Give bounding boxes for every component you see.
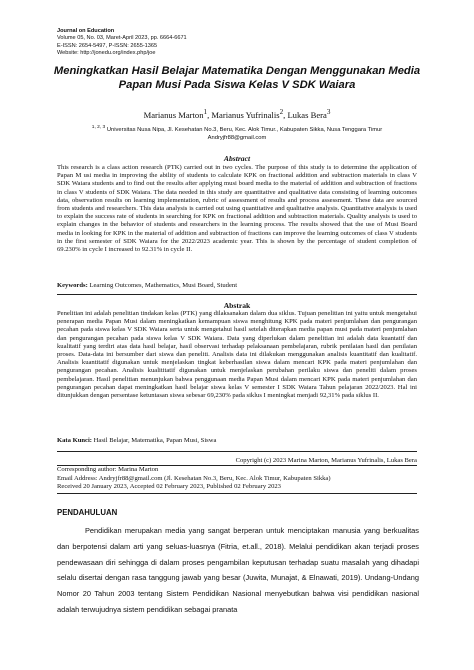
corresponding-author: Corresponding author: Marina Marton (57, 466, 159, 473)
author-sup: 1 (203, 108, 208, 116)
journal-header (57, 28, 437, 58)
corresponding-email: Email Address: Andryjfr88@gmail.com (Jl. Kesehatan No.3, Beru, Kec. Alok Timur, Kabupaten Sikka) (57, 474, 331, 482)
keywords-value: Learning Outcomes, Mathematics, Musi Board, Student (89, 282, 238, 289)
divider (57, 451, 417, 452)
abstrak-keywords (57, 437, 417, 445)
journal-issn: E-ISSN: 2654-5497, P-ISSN: 2655-1365 (57, 42, 158, 49)
journal-name: Journal on Education (57, 28, 115, 34)
kata-kunci-label: Kata Kunci: (57, 437, 92, 444)
abstrak-heading: Abstrak (223, 301, 251, 310)
divider (57, 294, 417, 295)
section-heading-introduction: PENDAHULUAN (57, 508, 118, 517)
journal-volume: Volume 05, No. 03, Maret-April 2023, pp. 6664-6671 (57, 35, 187, 42)
affiliation-text: Universitas Nusa Nipa, Jl. Kesehatan No.3, Beru, Kec. Alok Timur., Kabupaten Sikka, Nusa Tenggara Timur (106, 126, 383, 133)
author-email[interactable]: Andryjfr88@gmail.com (207, 134, 267, 141)
paper-title (50, 65, 424, 92)
kata-kunci-value: Hasil Belajar, Matematika, Papan Musi, Siswa (93, 437, 217, 444)
author-sup: 2 (279, 108, 284, 116)
article-dates: Received 20 January 2023, Accepted 02 February 2023, Published 02 February 2023 (57, 483, 281, 491)
title-line-2: Papan Musi Pada Siswa Kelas V SDK Waiara (118, 78, 356, 91)
author-sup: 3 (326, 108, 331, 116)
correspondence-block (57, 466, 417, 492)
affiliation-sup: 1, 2, 3 (91, 125, 106, 130)
introduction-text: Pendidikan merupakan media yang sangat berperan untuk menciptakan manusia yang berkualitas dan berpotensi dalam arti yang seluas-luasnya (Fitria, et.all., 2018). Melalui pendidikan akan terjadi proses pendewasaan diri sehingga di dalam proses pengambilan keputusan terhadap suatu masalah yang dihadapi selalu disertai dengan rasa tanggung jawab yang besar (Juwita, Munajat, & Elnawati, 2019). Undang-Undang Nomor 20 Tahun 2003 tentang Sistem Pendidikan Nasional menyebutkan bahwa visi pendidikan nasional adalah terwujudnya sistem pendidikan sebagai pranata (57, 526, 419, 614)
divider (57, 493, 417, 494)
author-name: Lukas Bera (287, 109, 327, 120)
introduction-paragraph (57, 523, 419, 618)
author-name: Marianus Marton (143, 109, 204, 120)
abstract-text: This research is a class action research (PTK) carried out in two cycles. The purpose of this study is to determine the application of Papan M usi media in improving the ability of students to calculate KPK on fractional addition and subtraction materials in class V SDK Waiara students and to find out the results after applying musi board media to the material of addition and subtraction of fractions in class V students of SDK Waiara. The data needed in this study are quantitative and qualitative data consisting of learning outcomes data, observation results on learning implementation, rubric of assessment of results and process assessment. These data are sourced from students and researchers. This data analysis is carried out using quantitative and qualitative analysis. Quantitative analysis is used to explain the success rate of students in searching for KPK on fractional addition and subtraction materials. Quality analysis is used to explain changes in the behavior of students and researchers in the learning process. The results showed that the use of Musi Board media in looking for KPK in the material of addition and subtraction of fractions can improve the learning outcomes of class V students in the first semester of SDK Waiara for the 2022/2023 academic year. This is shown by the percentage of student completion of 69.230% in cycle I increased to 92.31% in cycle II. (57, 164, 417, 254)
abstrak-text: Penelitian ini adalah penelitian tindakan kelas (PTK) yang dilaksanakan dalam dua siklus. Tujuan penelitian ini yaitu untuk mengetahui penerapan media Papan Musi dalam meningkatkan kemampuan siswa menghitung KPK pada materi penjumlahan dan pengurangan pecahan pada siswa kelas V SDK Waiara serta untuk mengetahui hasil setelah diterapkan media papan musi pada materi penjumlahan dan pengurangan pecahan pada siswa kelas V SDK Waiara. Data yang diperlukan dalam penelitian ini adalah data kuantatif dan kualitatif yang terdiri atas data hasil belajar, hasil observasi terhadap pelaksanaan pembelajaran, rubrik penilaian hasil dan penilaian proses. Data-data ini bersumber dari siswa dan peneliti. Analisis data ini dilakukan menggunakan analisis kuantitatif dan kualitatif. Analisis kuantitatif digunakan untuk menjelaskan tingkat keberhasilan siswa dalam mencari KPK pada materi penjumlahan dan pengurangan pecahan. Analisis kualititatif digunakan untuk menjelaskan perubahan perilaku siswa dan peneliti dalam proses pembelajaran. Hasil penelitian menunjukan bahwa penggunaan media Papan Musi dalam mencari KPK pada materi penjumlahan dan pengurangan pecahan dapat meningkatkan hasil belajar siswa kelas V semester I SDK Waiara Tahun pelajaran 2022/2023. Hal ini ditunjukkan dengan persentase ketuntasan siswa sebesar 69,230% pada siklus I meningkat menjadi 92,31% pada siklus II. (57, 310, 417, 400)
author-name: Marianus Yufrinalis (211, 109, 280, 120)
abstract-keywords (57, 282, 417, 290)
abstract-heading: Abstract (223, 154, 251, 163)
title-line-1: Meningkatkan Hasil Belajar Matematika Dengan Menggunakan Media (53, 65, 421, 77)
author-list: Marianus Marton$^1$, Marianus Yufrinalis$^2$, Lukas Bera$^3$ (143, 108, 331, 120)
affiliation (50, 124, 424, 142)
keywords-label: Keywords: (57, 282, 88, 289)
copyright-notice: Copyright (c) 2023 Marina Marton, Marianus Yufrinalis, Lukas Bera (235, 457, 417, 464)
journal-website[interactable]: Website: http://jonedu.org/index.php/joe (57, 50, 156, 57)
